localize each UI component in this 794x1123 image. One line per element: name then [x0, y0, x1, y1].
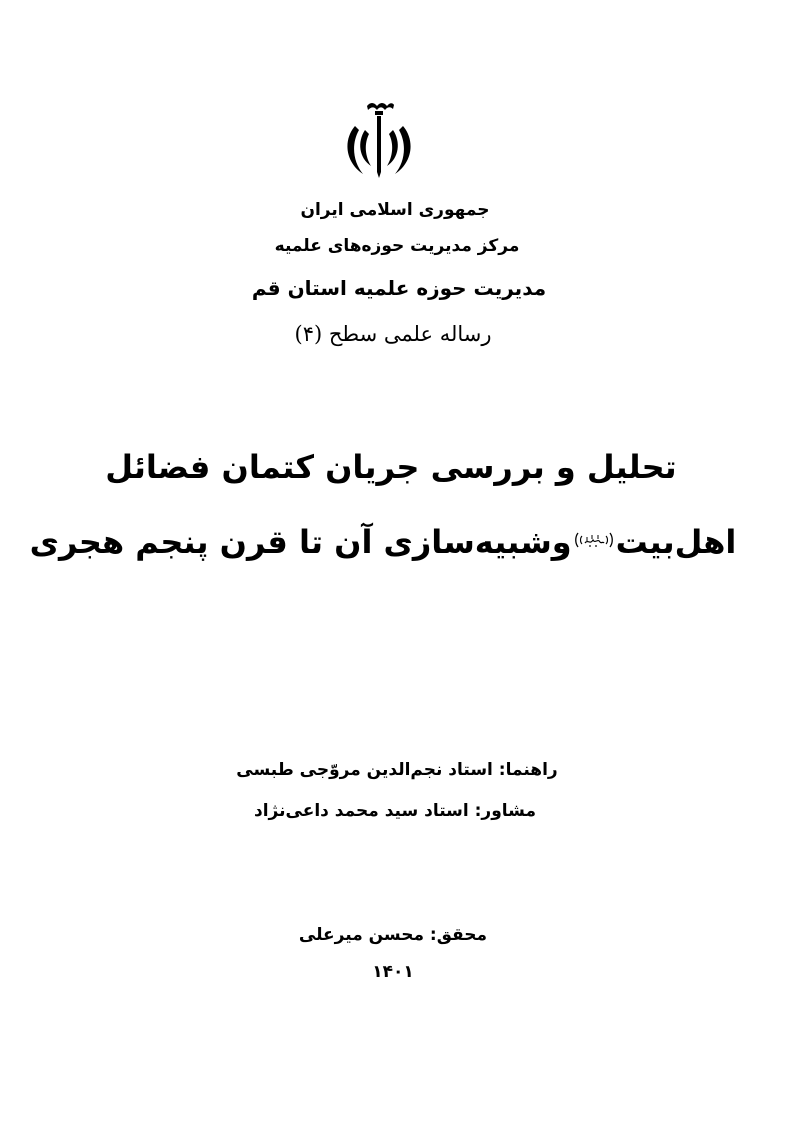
alayhim-al-salam-icon [574, 529, 614, 551]
title-line-2-before: اهل‌بیت [615, 523, 737, 561]
supervisor-credit: راهنما: استاد نجم‌الدین مروّجی طبسی [236, 760, 558, 780]
management-name: مدیریت حوزه علمیه استان قم [251, 276, 547, 300]
iran-emblem-icon [337, 96, 421, 180]
researcher-credit: محقق: محسن میرعلی [298, 925, 488, 945]
year: ۱۴۰۱ [372, 962, 414, 982]
center-name: مرکز مدیریت حوزه‌های علمیه [274, 236, 520, 256]
title-line-2-after: وشبیه‌سازی آن تا قرن پنجم هجری [29, 523, 572, 561]
thesis-level: رساله علمی سطح (۴) [294, 322, 492, 346]
title-line-2 [0, 523, 780, 561]
title-line-1: تحلیل و بررسی جریان کتمان فضائل [105, 448, 677, 486]
country-name: جمهوری اسلامی ایران [300, 200, 490, 220]
advisor-credit: مشاور: استاد سید محمد داعی‌نژاد [254, 801, 536, 821]
